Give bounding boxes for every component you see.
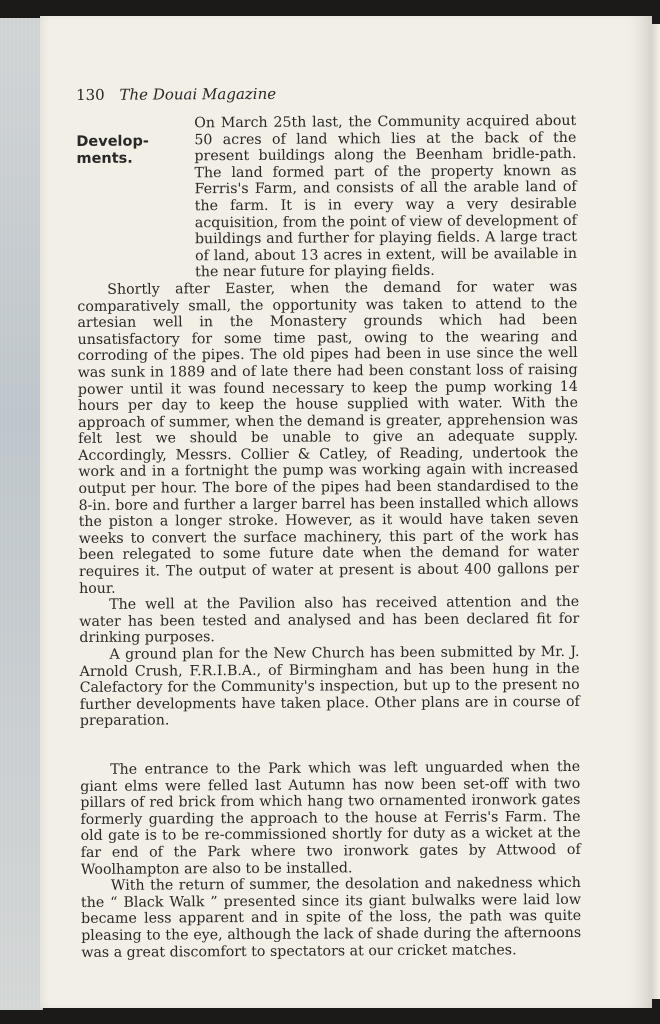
paragraph: With the return of summer, the desolation and nakedness which the “ Black Walk ” presented since its giant bulwalks were laid low became less apparent and in spite of the loss, the path was quite pleasing to the eye, although the lack of shade during the afternoons was a great discomfort to spectators at our cricket matches. bbox=[80, 875, 582, 961]
section-heading-line2: ments. bbox=[76, 150, 133, 167]
paragraph: The well at the Pavilion also has received attention and the water has been tested and analysed and has been declared fit for drinking purposes. bbox=[79, 594, 580, 647]
page-text bbox=[76, 83, 581, 961]
next-page-edge bbox=[652, 24, 660, 999]
page-edges bbox=[0, 18, 43, 1010]
page-number: 130 bbox=[76, 85, 105, 104]
journal-title: The Douai Magazine bbox=[119, 84, 277, 104]
paragraph: A ground plan for the New Church has been submitted by Mr. J. Arnold Crush, F.R.I.B.A., of Birmingham and has been hung in the Calefactory for the Community's inspection, but up to the present no further developments have taken place. Other plans are in course of preparation. bbox=[79, 643, 580, 730]
opening-paragraph-block bbox=[76, 113, 577, 282]
running-head bbox=[76, 83, 576, 104]
paragraph: Shortly after Easter, when the demand for water was comparatively small, the opportunity was taken to attend to the artesian well in the Monastery grounds which had been unsatisfactory for some time past, owing to the wearing and corroding of the pipes. The old pipes had been in use since the well was sunk in 1889 and of late there had been constant loss of raising power until it was found necessary to keep the pump working 14 hours per day to keep the house supplied with water. With the approach of summer, when the demand is greater, apprehension was felt lest we should be unable to give an adequate supply. Accordingly, Messrs. Collier & Catley, of Reading, undertook the work and in a fortnight the pump was working again with increased output per hour. The bore of the pipes had been standardised to the 8-in. bore and further a larger barrel has been installed which allows the piston a longer stroke. However, as it would have taken seven weeks to convert the surface machinery, this part of the work has been relegated to some future date when the demand for water requires it. The output of water at present is about 400 gallons per hour. bbox=[77, 278, 580, 597]
section-heading bbox=[76, 133, 158, 168]
paragraph: The entrance to the Park which was left unguarded when the giant elms were felled last Autumn has now been set-off with two pillars of red brick from which hang two ornamented ironwork gates formerly guarding the approach to the house at Ferris's Farm. The old gate is to be re-commissioned shortly for duty as a wicket at the far end of the Park where two ironwork gates by Attwood of Woolhampton are also to be installed. bbox=[80, 758, 581, 878]
paragraph: On March 25th last, the Community acquired about 50 acres of land which lies at the back of the present buildings along the Beenham bridle-path. The land formed part of the property known as Ferris's Farm, and consists of all the arable land of the farm. It is in every way a very desirable acquisition, from the point of view of development of buildings and further for playing fields. A large tract of land, about 13 acres in extent, will be available in the near future for playing fields. bbox=[194, 112, 578, 281]
section-gap bbox=[80, 727, 580, 762]
section-heading-line1: Develop- bbox=[76, 133, 149, 150]
